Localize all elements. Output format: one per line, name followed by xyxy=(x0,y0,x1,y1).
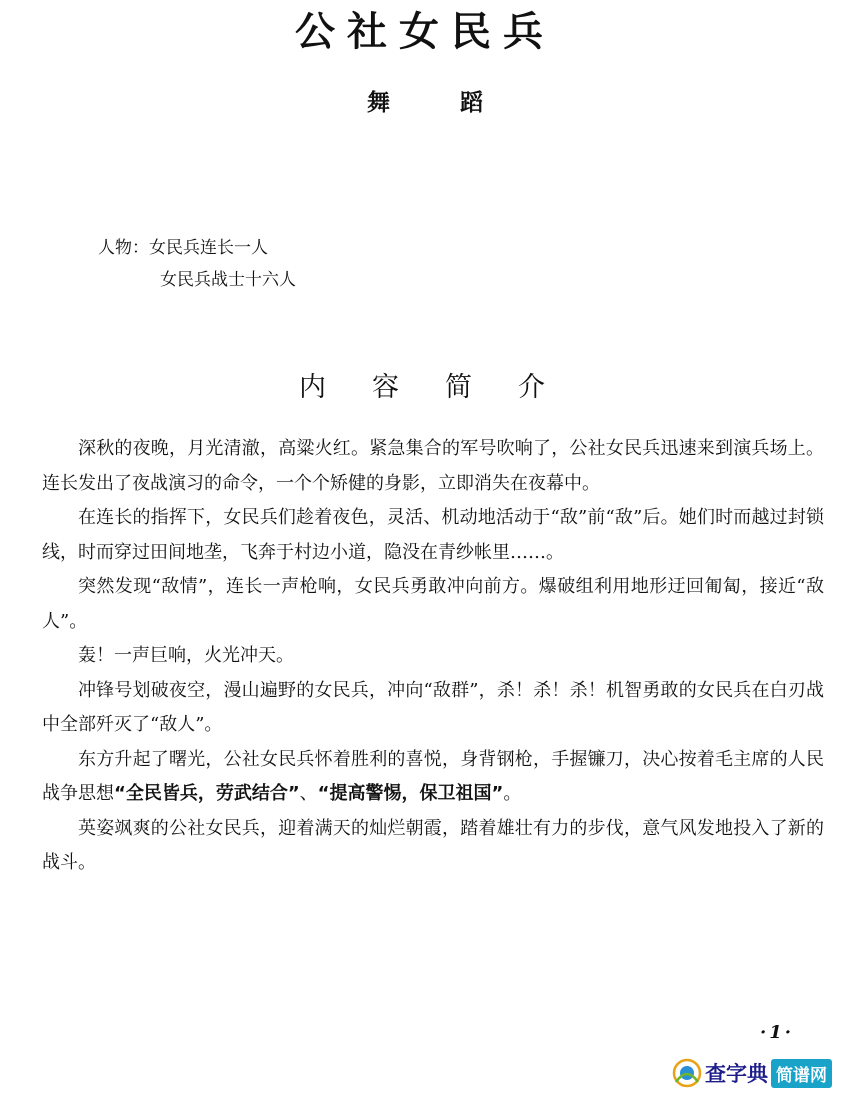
paragraph: 在连长的指挥下，女民兵们趁着夜色，灵活、机动地活动于“敌”前“敌”后。她们时而越过封锁线，时而穿过田间地垄，飞奔于村边小道，隐没在青纱帐里……。 xyxy=(42,507,824,563)
watermark-site-name: 查字典 xyxy=(705,1062,768,1086)
site-watermark xyxy=(672,1056,846,1090)
characters-list xyxy=(98,232,296,296)
synopsis-heading: 内容简介 xyxy=(299,372,591,403)
paragraph xyxy=(42,743,824,812)
characters-row-2 xyxy=(98,264,296,296)
paragraph: 突然发现“敌情”，连长一声枪响，女民兵勇敢冲向前方。爆破组利用地形迂回匍匐，接近“敌人”。 xyxy=(42,576,824,632)
slogan-text: “全民皆兵，劳武结合” xyxy=(114,783,300,804)
separator-text: 、 xyxy=(299,783,318,804)
paragraph: 冲锋号划破夜空，漫山遍野的女民兵，冲向“敌群”，杀！杀！杀！机智勇敢的女民兵在白刃战中全部歼灭了“敌人”。 xyxy=(42,679,824,735)
paragraph-text: 。 xyxy=(503,783,522,804)
paragraph: 英姿飒爽的公社女民兵，迎着满天的灿烂朝霞，踏着雄壮有力的步伐，意气风发地投入了新的战斗。 xyxy=(42,817,824,873)
page-number: ·1· xyxy=(760,1022,795,1043)
page-title: 公社女民兵 xyxy=(295,9,555,55)
slogan-text: “提高警惕，保卫祖国” xyxy=(317,783,504,804)
paragraph: 轰！一声巨响，火光冲天。 xyxy=(78,645,294,666)
watermark-tag: 简谱网 xyxy=(771,1059,832,1088)
characters-label: 人物： xyxy=(98,238,149,258)
characters-row-1 xyxy=(98,232,296,264)
page-subtitle: 舞蹈 xyxy=(367,90,553,116)
site-logo-icon xyxy=(672,1058,702,1088)
character-soldiers: 女民兵战士十六人 xyxy=(160,270,296,290)
paragraph-text: 东方升起了曙光，公社女民兵怀着胜利的喜悦，身背钢枪，手握镰刀，决心按着毛主席的人民战争思想 xyxy=(42,748,824,804)
paragraph: 深秋的夜晚，月光清澈，高粱火红。紧急集合的军号吹响了，公社女民兵迅速来到演兵场上。连长发出了夜战演习的命令，一个个矫健的身影，立即消失在夜幕中。 xyxy=(42,438,824,494)
character-captain: 女民兵连长一人 xyxy=(149,238,268,258)
synopsis-body xyxy=(42,432,824,881)
